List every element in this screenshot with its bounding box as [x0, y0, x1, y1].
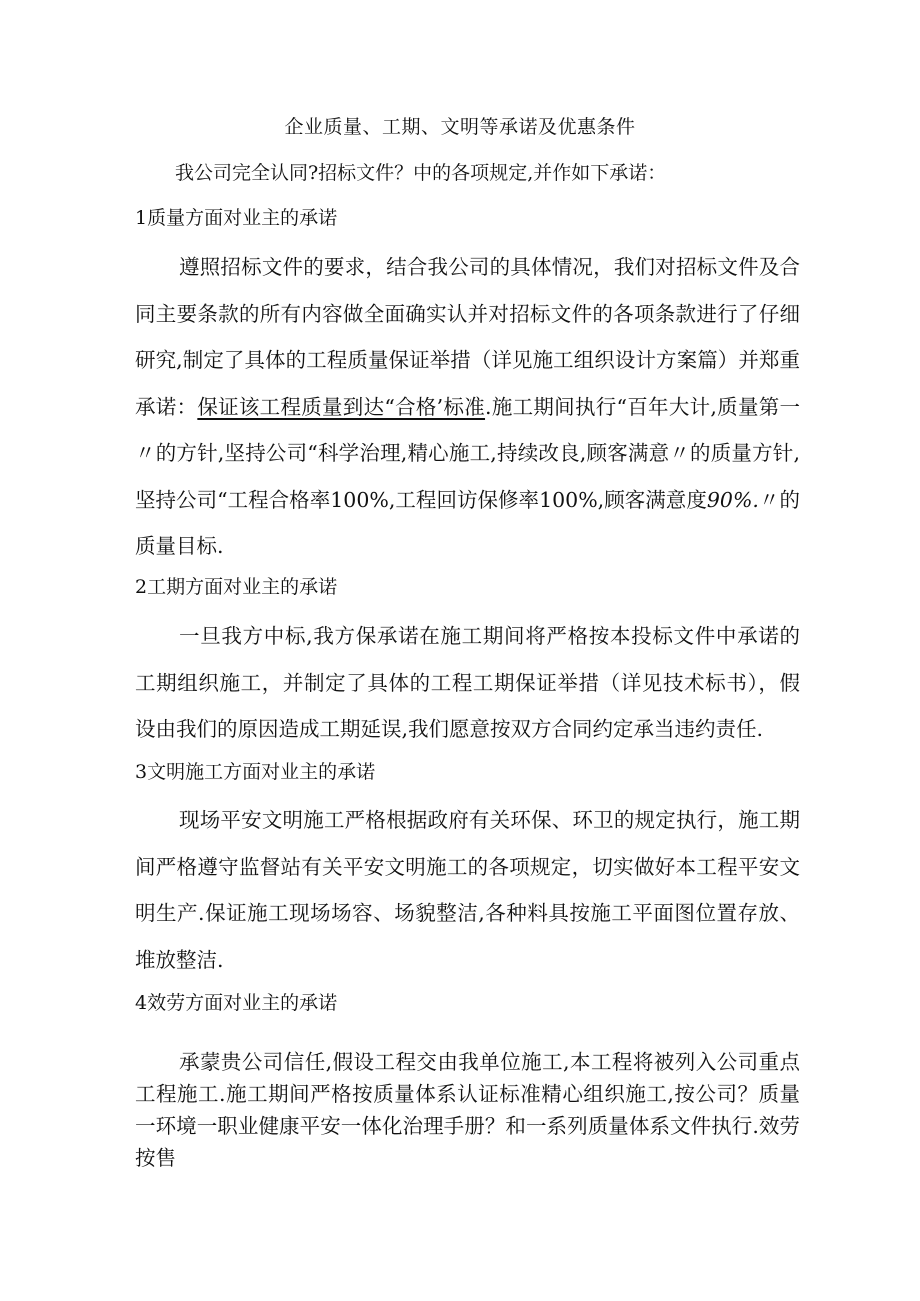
section-1-paragraph: [135, 244, 800, 570]
section-1-text-after: 〃的质量目标.: [135, 487, 801, 558]
section-1-text-before: 遵照招标文件的要求，结合我公司的具体情况，我们对招标文件及合同主要条款的所有内容做全面确实认并对招标文件的各项条款进行了仔细研究,制定了具体的工程质量保证举措（详见施工组织设计方案篇）并郑重承诺：: [135, 255, 800, 419]
section-1-heading: 1质量方面对业主的承诺: [135, 207, 338, 229]
section-4-paragraph: 承蒙贵公司信任,假设工程交由我单位施工,本工程将被列入公司重点工程施工.施工期间严格按质量体系认证标准精心组织施工,按公司？质量一环境一职业健康平安一体化治理手册？和一系列质量体系文件执行.效劳按售: [135, 1050, 800, 1170]
section-1-underlined-text: 保证该工程质量到达“合格’标准: [197, 394, 486, 419]
section-1-italic-text: 90%.: [706, 487, 759, 512]
document-title: 企业质量、工期、文明等承诺及优惠条件: [284, 116, 636, 138]
section-2-heading: 2工期方面对业主的承诺: [135, 576, 338, 598]
section-3-paragraph: 现场平安文明施工严格根据政府有关环保、环卫的规定执行，施工期间严格遵守监督站有关平安文明施工的各项规定，切实做好本工程平安文明生产.保证施工现场场容、场貌整洁,各种料具按施工平面图位置存放、堆放整洁.: [135, 808, 800, 972]
intro-paragraph: 我公司完全认同?招标文件？中的各项规定,并作如下承诺：: [175, 162, 667, 184]
section-3-heading: 3文明施工方面对业主的承诺: [135, 761, 376, 783]
section-1-text-middle: .施工期间执行“百年大计,质量第一〃的方针,坚持公司“科学治理,精心施工,持续改良,顾客满意〃的质量方针,坚持公司“工程合格率100%,工程回访保修率100%,顾客满意度: [135, 394, 801, 512]
section-4-heading: 4效劳方面对业主的承诺: [135, 992, 338, 1014]
section-2-paragraph: 一旦我方中标,我方保承诺在施工期间将严格按本投标文件中承诺的工期组织施工，并制定了具体的工程工期保证举措（详见技术标书），假设由我们的原因造成工期延误,我们愿意按双方合同约定承当违约责任.: [135, 624, 800, 741]
